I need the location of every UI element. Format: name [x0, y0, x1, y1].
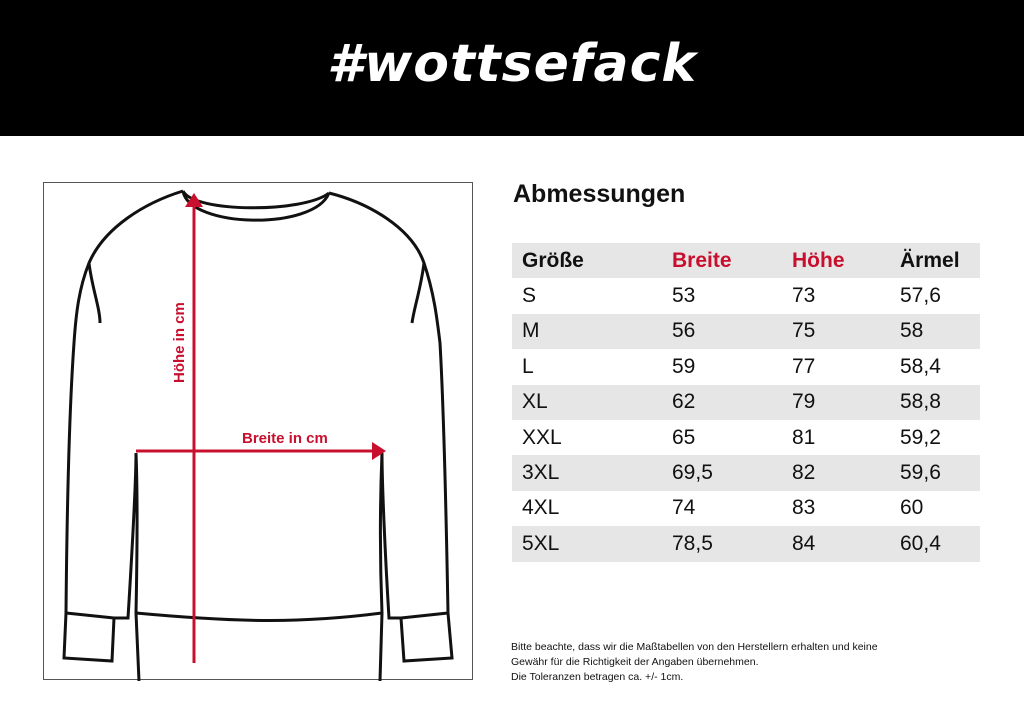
cell-height: 81	[792, 425, 816, 449]
cell-width: 78,5	[672, 531, 713, 555]
cell-size: 5XL	[522, 531, 560, 555]
cell-size: 3XL	[522, 461, 560, 485]
cell-height: 79	[792, 390, 816, 414]
cell-width: 69,5	[672, 461, 713, 485]
header-sleeve: Ärmel	[900, 248, 960, 272]
cell-sleeve: 58	[900, 319, 924, 343]
cell-size: L	[522, 354, 534, 378]
cell-size: S	[522, 284, 537, 308]
cell-size: 4XL	[522, 496, 560, 520]
width-label: Breite in cm	[242, 430, 328, 447]
disclaimer-line: Bitte beachte, dass wir die Maßtabellen von den Herstellern erhalten und keine	[511, 641, 878, 653]
table-row	[512, 455, 980, 490]
header-width: Breite	[672, 248, 732, 272]
table-row	[512, 278, 980, 313]
cell-width: 53	[672, 284, 696, 308]
cell-size: M	[522, 319, 540, 343]
cell-height: 77	[792, 354, 816, 378]
height-label: Höhe in cm	[171, 302, 188, 383]
table-row	[512, 314, 980, 349]
cell-height: 82	[792, 461, 816, 485]
cell-height: 73	[792, 284, 816, 308]
disclaimer-note	[511, 640, 981, 685]
table-row	[512, 385, 980, 420]
cell-width: 74	[672, 496, 696, 520]
cell-width: 56	[672, 319, 696, 343]
cell-sleeve: 60	[900, 496, 924, 520]
cell-height: 75	[792, 319, 816, 343]
table-row	[512, 526, 980, 561]
header-size: Größe	[522, 248, 584, 272]
cell-sleeve: 58,8	[900, 390, 941, 414]
sweatshirt-diagram	[43, 182, 473, 680]
cell-sleeve: 59,2	[900, 425, 941, 449]
brand-logo-text: #wottsefack	[327, 34, 697, 94]
header-height: Höhe	[792, 248, 845, 272]
cell-size: XL	[522, 390, 548, 414]
disclaimer-line: Gewähr für die Richtigkeit der Angaben übernehmen.	[511, 656, 759, 668]
header-banner	[0, 0, 1024, 136]
size-table	[512, 243, 980, 562]
disclaimer-line: Die Toleranzen betragen ca. +/- 1cm.	[511, 671, 684, 683]
cell-height: 84	[792, 531, 816, 555]
table-row	[512, 420, 980, 455]
cell-width: 65	[672, 425, 696, 449]
cell-width: 62	[672, 390, 696, 414]
table-row	[512, 349, 980, 384]
dimensions-title: Abmessungen	[513, 180, 686, 208]
cell-size: XXL	[522, 425, 562, 449]
sweatshirt-outline	[44, 183, 474, 681]
cell-width: 59	[672, 354, 696, 378]
cell-height: 83	[792, 496, 816, 520]
cell-sleeve: 57,6	[900, 284, 941, 308]
cell-sleeve: 60,4	[900, 531, 941, 555]
cell-sleeve: 58,4	[900, 354, 941, 378]
cell-sleeve: 59,6	[900, 461, 941, 485]
table-row	[512, 491, 980, 526]
table-header-row	[512, 243, 980, 278]
